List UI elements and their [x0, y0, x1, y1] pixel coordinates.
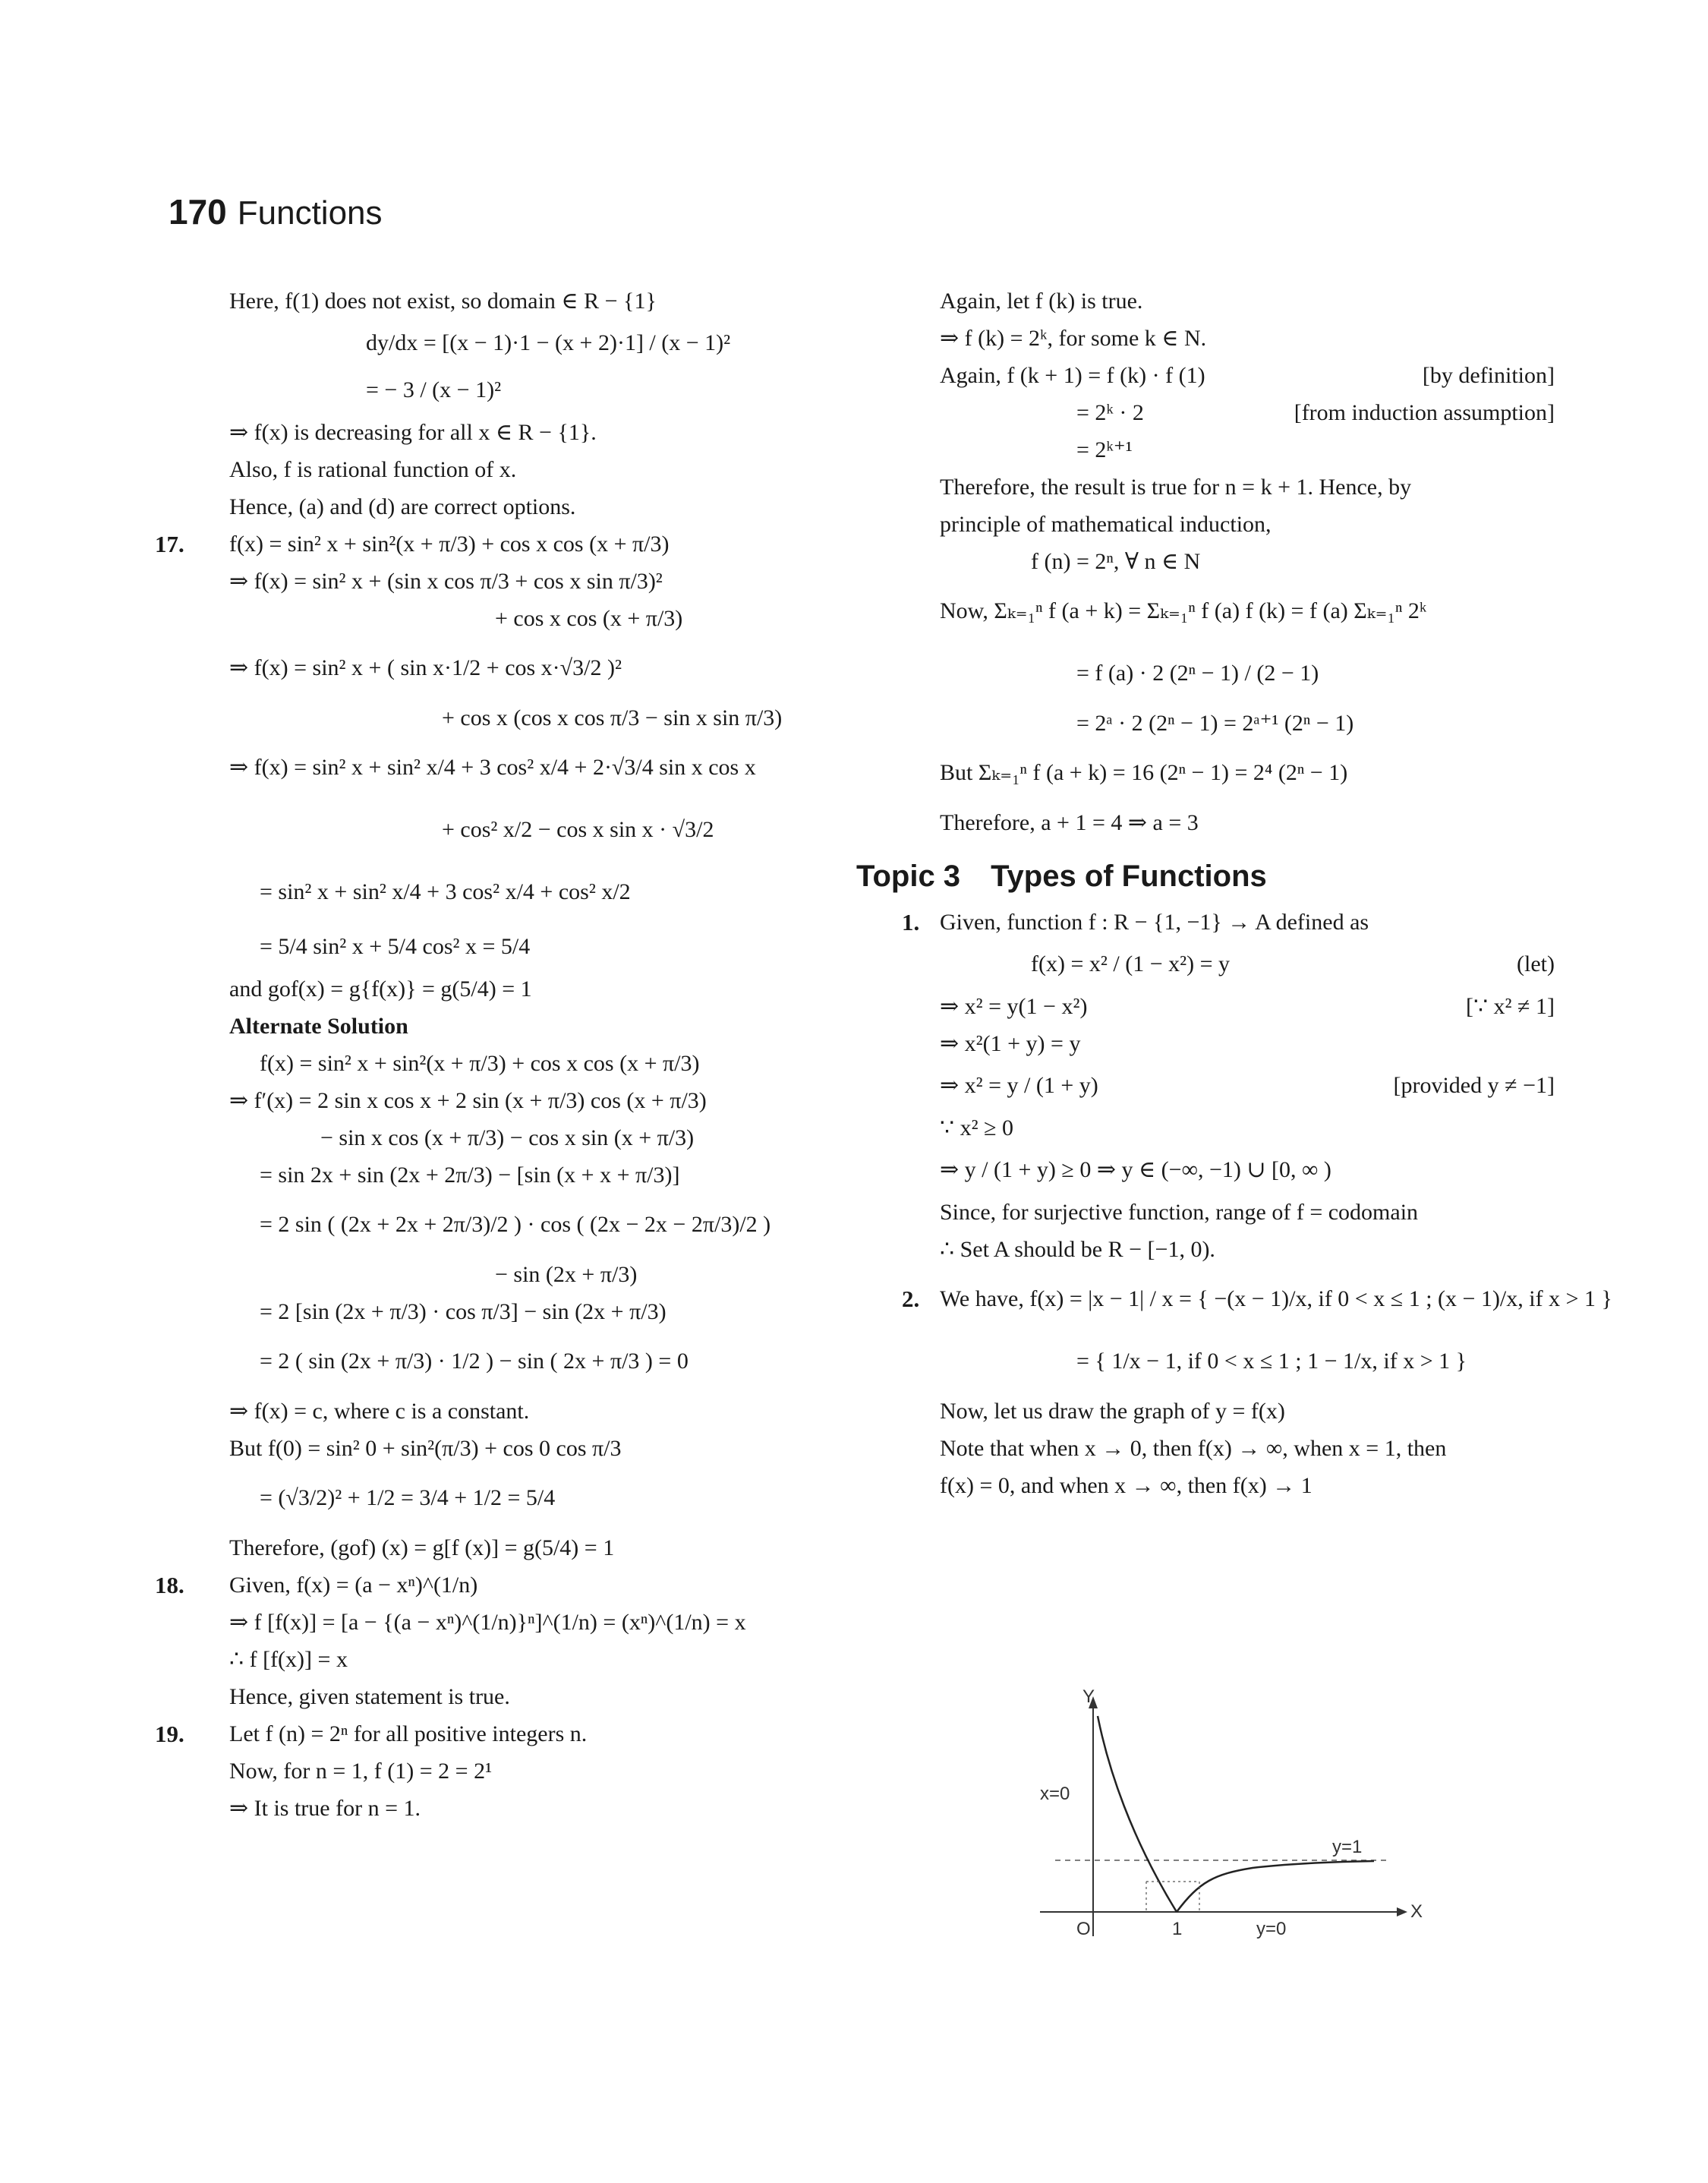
chapter-title: Functions	[237, 194, 383, 232]
equation-line: + cos x cos (x + π/3)	[495, 606, 683, 631]
topic-heading	[856, 849, 1555, 904]
equation-line: = (√3/2)² + 1/2 = 3/4 + 1/2 = 5/4	[260, 1485, 556, 1510]
equation-line: f(x) = sin² x + sin²(x + π/3) + cos x cos (x + π/3)	[260, 1051, 700, 1076]
page-header	[169, 191, 383, 232]
topic-title: Types of Functions	[991, 860, 1267, 893]
equation-line: + cos² x/2 − cos x sin x · √3/2	[442, 817, 714, 842]
equation-line	[879, 394, 1555, 431]
question-18-line	[155, 1566, 844, 1604]
asymptote-y1-label: y=1	[1332, 1837, 1363, 1857]
equation-line: ⇒ f [f(x)] = [a − {(a − xⁿ)^(1/n)}ⁿ]^(1/n) = (xⁿ)^(1/n) = x	[229, 1610, 746, 1635]
text-line: ⇒ f(x) = c, where c is a constant.	[229, 1399, 530, 1424]
right-column	[856, 282, 1612, 1504]
text-line: and gof(x) = g{f(x)} = g(5/4) = 1	[229, 976, 532, 1002]
equation-line: = − 3 / (x − 1)²	[366, 377, 502, 402]
text-line: Therefore, (gof) (x) = g[f (x)] = g(5/4) = 1	[229, 1535, 615, 1560]
y0-label: y=0	[1256, 1919, 1287, 1939]
equation-line	[879, 1062, 1555, 1109]
text-line: ⇒ f(x) is decreasing for all x ∈ R − {1}.	[229, 420, 597, 445]
equation-text: Again, f (k + 1) = f (k) · f (1)	[940, 363, 1205, 388]
question-number: 18.	[155, 1572, 184, 1598]
equation-line: ⇒ f (k) = 2ᵏ, for some k ∈ N.	[940, 326, 1207, 351]
origin-label: O	[1076, 1919, 1091, 1939]
equation-line: ⇒ x²(1 + y) = y	[940, 1031, 1081, 1056]
equation-text: f(x) = sin² x + sin²(x + π/3) + cos x cos (x + π/3)	[229, 532, 670, 557]
equation-line: f (n) = 2ⁿ, ∀ n ∈ N	[1031, 549, 1201, 574]
equation-line: = 2ᵃ · 2 (2ⁿ − 1) = 2ᵃ⁺¹ (2ⁿ − 1)	[1076, 711, 1354, 736]
reason-note: [by definition]	[1422, 363, 1555, 388]
equation-text: f(x) = x² / (1 − x²) = y	[1031, 951, 1231, 976]
equation-text: = 2ᵏ · 2	[1076, 400, 1144, 425]
text-line: principle of mathematical induction,	[940, 512, 1272, 537]
equation-line: = sin² x + sin² x/4 + 3 cos² x/4 + cos² x/2	[260, 879, 631, 904]
text-line: Since, for surjective function, range of f = codomain	[940, 1200, 1419, 1225]
equation-line: = 2 sin ( (2x + 2x + 2π/3)/2 ) · cos ( (2x − 2x − 2π/3)/2 )	[260, 1212, 771, 1237]
equation-line: = { 1/x − 1, if 0 < x ≤ 1 ; 1 − 1/x, if x > 1 }	[1076, 1349, 1467, 1374]
curve-left-branch	[1098, 1716, 1177, 1912]
equation-text: ⇒ x² = y(1 − x²)	[940, 994, 1088, 1019]
text-line: ⇒ It is true for n = 1.	[229, 1796, 421, 1821]
text-line: Hence, given statement is true.	[229, 1684, 510, 1709]
left-column	[155, 282, 844, 1827]
equation-line: ⇒ f(x) = sin² x + ( sin x·1/2 + cos x·√3/2 )²	[229, 655, 622, 680]
equation-line: ∴ f [f(x)] = x	[229, 1647, 348, 1672]
text-line: Here, f(1) does not exist, so domain ∈ R − {1}	[229, 289, 657, 314]
text-line: Now, let us draw the graph of y = f(x)	[940, 1399, 1285, 1424]
question-2-line	[879, 1268, 1612, 1330]
equation-line: − sin x cos (x + π/3) − cos x sin (x + π/3)	[320, 1125, 695, 1150]
question-number: 1.	[902, 909, 920, 935]
text-line: Now, for n = 1, f (1) = 2 = 2¹	[229, 1759, 493, 1784]
equation-line: dy/dx = [(x − 1)·1 − (x + 2)·1] / (x − 1)²	[366, 330, 731, 355]
equation-text: Given, f(x) = (a − xⁿ)^(1/n)	[229, 1573, 478, 1598]
question-19-line	[155, 1715, 844, 1752]
equation-line	[879, 357, 1555, 394]
text-line: Again, let f (k) is true.	[940, 289, 1143, 314]
alternate-solution-heading: Alternate Solution	[229, 1014, 408, 1039]
equation-line: ⇒ f′(x) = 2 sin x cos x + 2 sin (x + π/3) cos (x + π/3)	[229, 1088, 707, 1113]
equation-line: = 5/4 sin² x + 5/4 cos² x = 5/4	[260, 934, 531, 959]
text-line: Therefore, the result is true for n = k + 1. Hence, by	[940, 475, 1412, 500]
curve-right-branch	[1177, 1861, 1374, 1912]
question-1-line	[879, 904, 1555, 941]
y-axis-label: Y	[1082, 1686, 1095, 1707]
topic-number: Topic 3	[856, 860, 961, 893]
function-graph	[1032, 1686, 1427, 1974]
x-axis-label: X	[1410, 1901, 1423, 1922]
question-17-line	[155, 525, 844, 563]
reason-note: [from induction assumption]	[1294, 400, 1555, 425]
question-number: 19.	[155, 1721, 184, 1747]
equation-line: Now, Σₖ₌₁ⁿ f (a + k) = Σₖ₌₁ⁿ f (a) f (k) = f (a) Σₖ₌₁ⁿ 2ᵏ	[940, 598, 1427, 623]
equation-line	[879, 988, 1555, 1025]
equation-line: ⇒ f(x) = sin² x + (sin x cos π/3 + cos x sin π/3)²	[229, 569, 663, 594]
text: Let f (n) = 2ⁿ for all positive integers n.	[229, 1721, 588, 1746]
question-number: 2.	[902, 1286, 920, 1312]
page-number: 170	[169, 192, 227, 232]
text-line: Also, f is rational function of x.	[229, 457, 517, 482]
reason-note: [∵ x² ≠ 1]	[1465, 994, 1555, 1019]
equation-line: But Σₖ₌₁ⁿ f (a + k) = 16 (2ⁿ − 1) = 2⁴ (2ⁿ − 1)	[940, 760, 1348, 785]
text-line: f(x) = 0, and when x → ∞, then f(x) → 1	[940, 1473, 1313, 1498]
equation-line: = 2 [sin (2x + π/3) · cos π/3] − sin (2x + π/3)	[260, 1299, 666, 1324]
equation-line: − sin (2x + π/3)	[495, 1262, 638, 1287]
question-number: 17.	[155, 531, 184, 557]
text-line: ∴ Set A should be R − [−1, 0).	[940, 1237, 1215, 1262]
equation-line: ⇒ y / (1 + y) ≥ 0 ⇒ y ∈ (−∞, −1) ∪ [0, ∞ )	[940, 1157, 1331, 1182]
equation-text: ⇒ x² = y / (1 + y)	[940, 1073, 1098, 1098]
equation-line: Therefore, a + 1 = 4 ⇒ a = 3	[940, 810, 1199, 835]
equation-line: ⇒ f(x) = sin² x + sin² x/4 + 3 cos² x/4 + 2·√3/4 sin x cos x	[229, 755, 756, 780]
reason-note: [provided y ≠ −1]	[1393, 1073, 1555, 1098]
equation-line	[879, 941, 1555, 988]
equation-line: + cos x (cos x cos π/3 − sin x sin π/3)	[442, 705, 783, 730]
asymptote-x0-label: x=0	[1040, 1784, 1070, 1804]
equation-line: = f (a) · 2 (2ⁿ − 1) / (2 − 1)	[1076, 661, 1319, 686]
text: Given, function f : R − {1, −1} → A defined as	[940, 910, 1369, 935]
equation-line: = 2 ( sin (2x + π/3) · 1/2 ) − sin ( 2x + π/3 ) = 0	[260, 1349, 689, 1374]
equation-line: ∵ x² ≥ 0	[940, 1115, 1014, 1140]
equation-text: We have, f(x) = |x − 1| / x = { −(x − 1)/x, if 0 < x ≤ 1 ; (x − 1)/x, if x > 1 }	[940, 1286, 1612, 1311]
tick-label-one: 1	[1172, 1919, 1183, 1939]
equation-line: = sin 2x + sin (2x + 2π/3) − [sin (x + x + π/3)]	[260, 1162, 680, 1188]
equation-line: But f(0) = sin² 0 + sin²(π/3) + cos 0 cos π/3	[229, 1436, 622, 1461]
reason-note: (let)	[1517, 951, 1555, 976]
text-line: Note that when x → 0, then f(x) → ∞, when x = 1, then	[940, 1436, 1447, 1461]
text-line: Hence, (a) and (d) are correct options.	[229, 494, 576, 519]
equation-line: = 2ᵏ⁺¹	[1076, 437, 1133, 462]
x-axis-arrow-icon	[1397, 1907, 1407, 1916]
